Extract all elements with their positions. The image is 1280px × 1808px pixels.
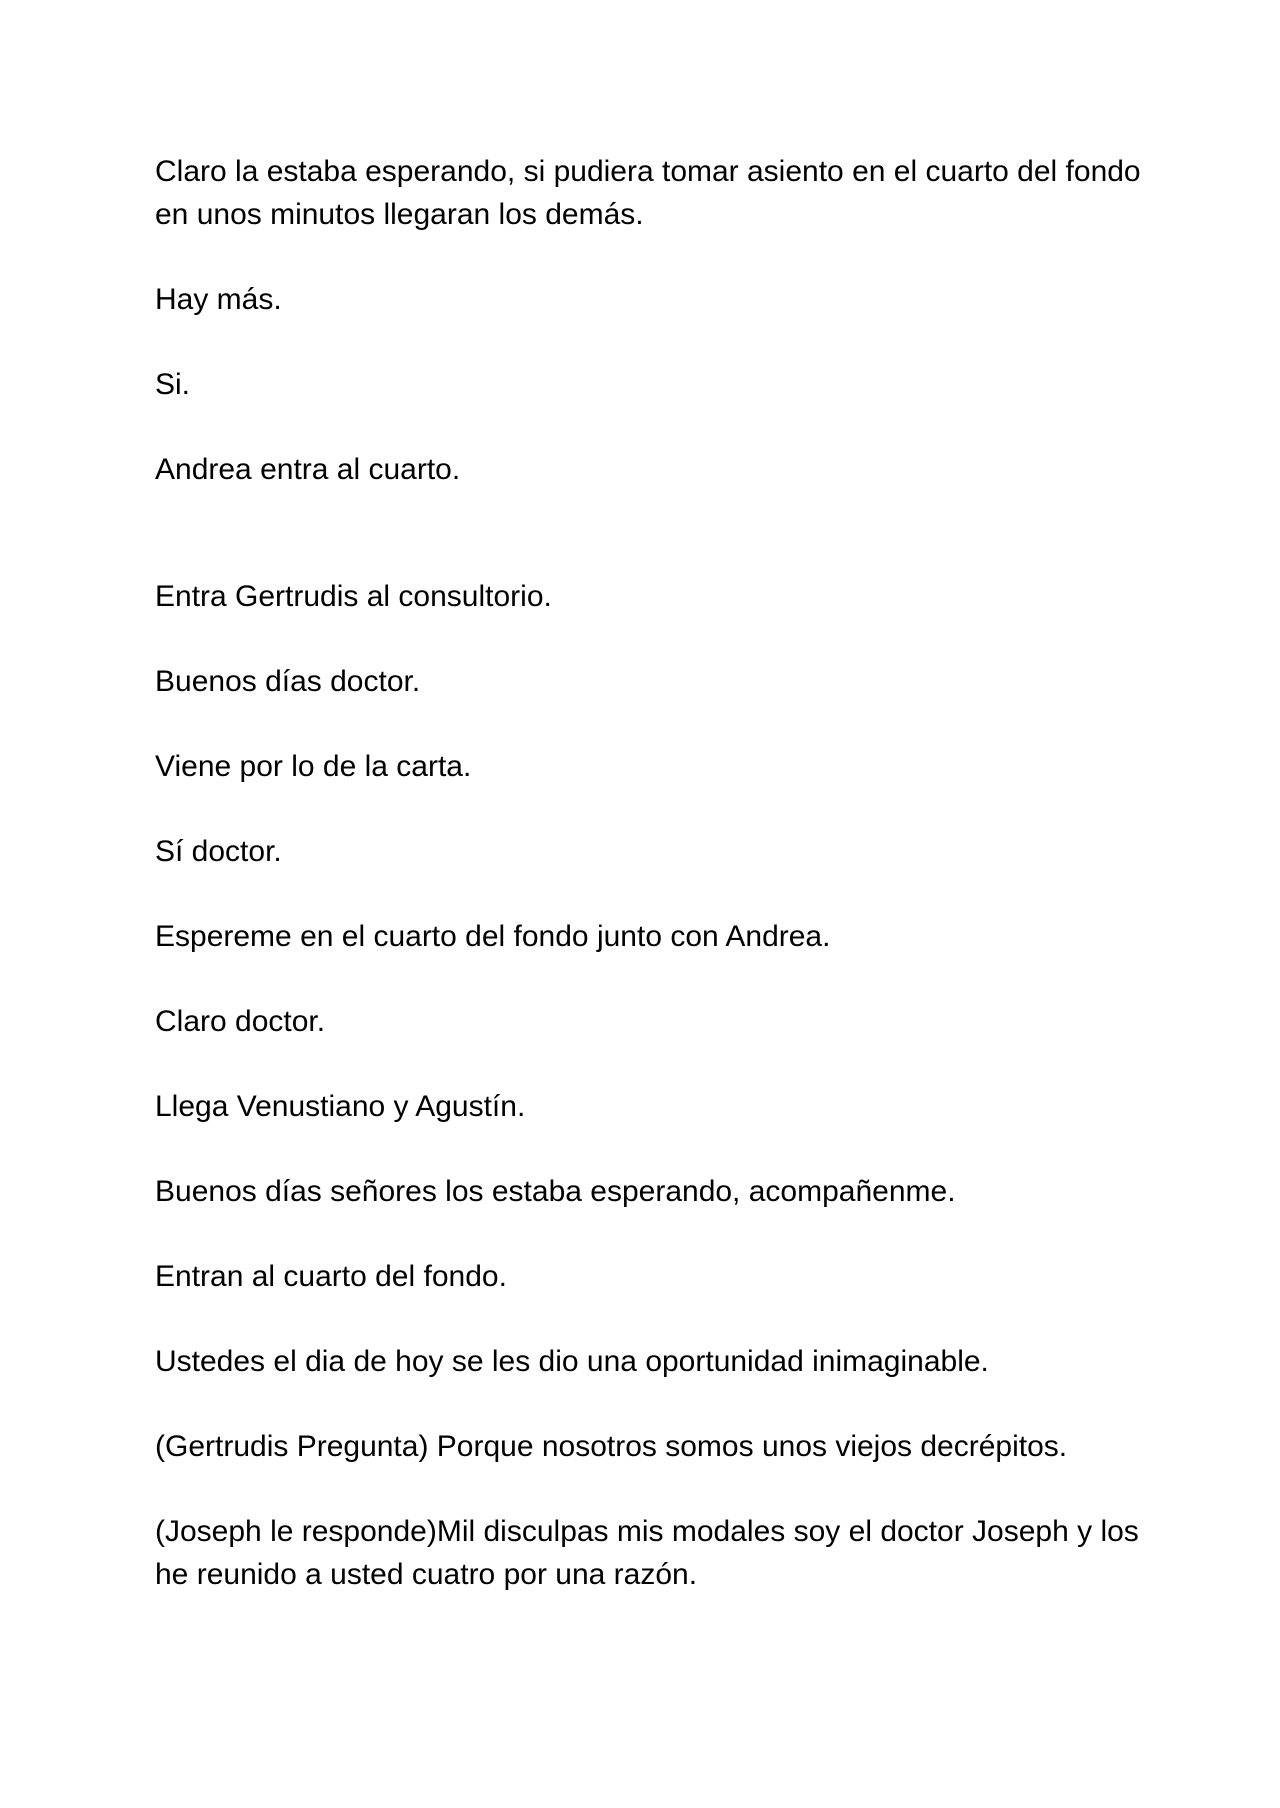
paragraph-12: Buenos días señores los estaba esperando, acompañenme. — [155, 1175, 956, 1208]
paragraph-15: (Gertrudis Pregunta) Porque nosotros somos unos viejos decrépitos. — [155, 1430, 1068, 1463]
paragraph-7: Viene por lo de la carta. — [155, 750, 472, 783]
paragraph-11: Llega Venustiano y Agustín. — [155, 1090, 526, 1123]
paragraph-10: Claro doctor. — [155, 1005, 326, 1038]
paragraph-14: Ustedes el dia de hoy se les dio una oportunidad inimaginable. — [155, 1345, 989, 1378]
paragraph-16: (Joseph le responde)Mil disculpas mis modales soy el doctor Joseph y los he reunido a usted cuatro por una razón. — [155, 1515, 1139, 1591]
document-body — [155, 150, 1145, 1638]
paragraph-2: Hay más. — [155, 283, 282, 316]
paragraph-1: Claro la estaba esperando, si pudiera tomar asiento en el cuarto del fondo en unos minutos llegaran los demás. — [155, 155, 1141, 231]
paragraph-8: Sí doctor. — [155, 835, 282, 868]
paragraph-6: Buenos días doctor. — [155, 665, 421, 698]
paragraph-13: Entran al cuarto del fondo. — [155, 1260, 507, 1293]
paragraph-4: Andrea entra al cuarto. — [155, 453, 461, 486]
paragraph-9: Espereme en el cuarto del fondo junto con Andrea. — [155, 920, 831, 953]
paragraph-3: Si. — [155, 368, 191, 401]
paragraph-5: Entra Gertrudis al consultorio. — [155, 580, 552, 613]
